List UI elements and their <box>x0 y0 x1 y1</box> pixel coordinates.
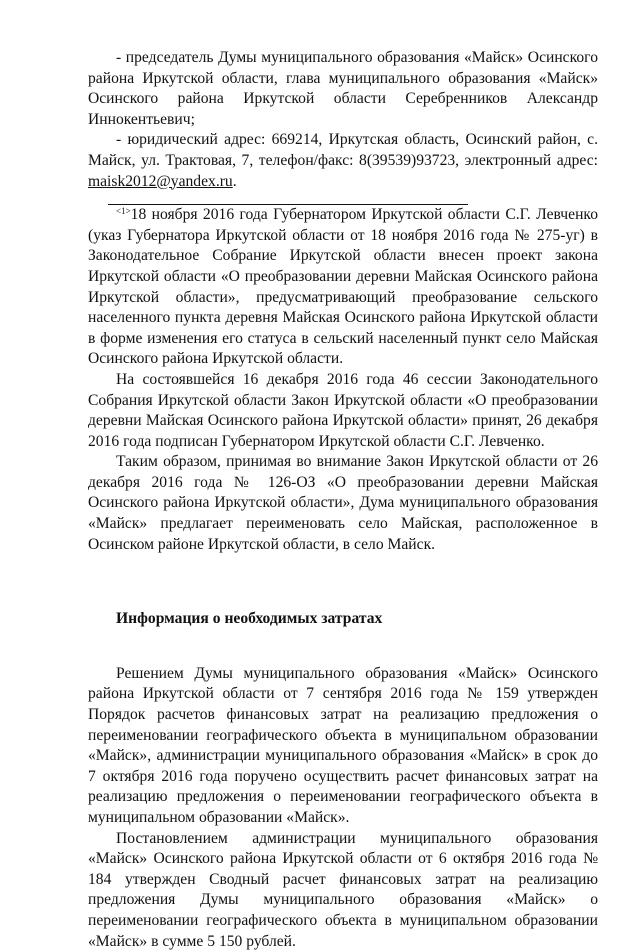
chair-paragraph: - председатель Думы муниципального образования «Майск» Осинского района Иркутской области, глава муниципального образования «Майск» Осинского района Иркутской области Серебренников Александр Иннокентьевич; <box>88 49 598 128</box>
footnote-text-1: 18 ноября 2016 года Губернатором Иркутской области С.Г. Левченко (указ Губернатора Иркутской области от 18 ноября 2016 года № 275-уг) в Законодательное Собрание Иркутской области внесен проект закона Иркутской области «О преобразовании деревни Майская Осинского района Иркутской области», предусматривающий преобразование сельского населенного пункта деревня Майская Осинского района Иркутской области в форме изменения его статуса в сельский населенный пункт село Майская Осинского района Иркутской области. <box>88 206 598 368</box>
footnote-paragraph-2: На состоявшейся 16 декабря 2016 года 46 сессии Законодательного Собрания Иркутской области Закон Иркутской области «О преобразовании деревни Майская Осинского района Иркутской области» принят, 26 декабря 2016 года подписан Губернатором Иркутской области С.Г. Левченко. <box>88 370 598 450</box>
section-heading: Информация о необходимых затратах <box>116 610 383 628</box>
footnote-paragraph-1 <box>88 205 598 370</box>
costs-paragraph-2: Постановлением администрации муниципального образования «Майск» Осинского района Иркутской области от 6 октября 2016 года № 184 утвержден Сводный расчет финансовых затрат на реализацию предложения Думы муниципального образования «Майск» о переименовании географического объекта в муниципальном образовании «Майск» в сумме 5 150 рублей. <box>88 829 598 950</box>
address-text: - юридический адрес: 669214, Иркутская область, Осинский район, с. Майск, ул. Трактовая, 7, телефон/факс: 8(39539)93723, электронный адрес: <box>88 131 598 169</box>
address-paragraph <box>88 130 598 192</box>
email-link[interactable]: maisk2012@yandex.ru <box>88 172 233 190</box>
costs-paragraph-1: Решением Думы муниципального образования «Майск» Осинского района Иркутской области от 7 сентября 2016 года № 159 утвержден Порядок расчетов финансовых затрат на реализацию предложения о переименовании географического объекта в муниципальном образовании «Майск», администрации муниципального образования «Майск» в срок до 7 октября 2016 года поручено осуществить расчет финансовых затрат на реализацию предложения о переименовании географического объекта в муниципальном образовании «Майск». <box>88 664 598 826</box>
footnote-paragraph-3: Таким образом, принимая во внимание Закон Иркутской области от 26 декабря 2016 года № 126-ОЗ «О преобразовании деревни Майская Осинского района Иркутской области», Дума муниципального образования «Майск» предлагает переименовать село Майская, расположенное в Осинском районе Иркутской области, в село Майск. <box>88 453 598 553</box>
address-end: . <box>232 172 237 190</box>
footnote-mark: <1> <box>116 206 131 217</box>
